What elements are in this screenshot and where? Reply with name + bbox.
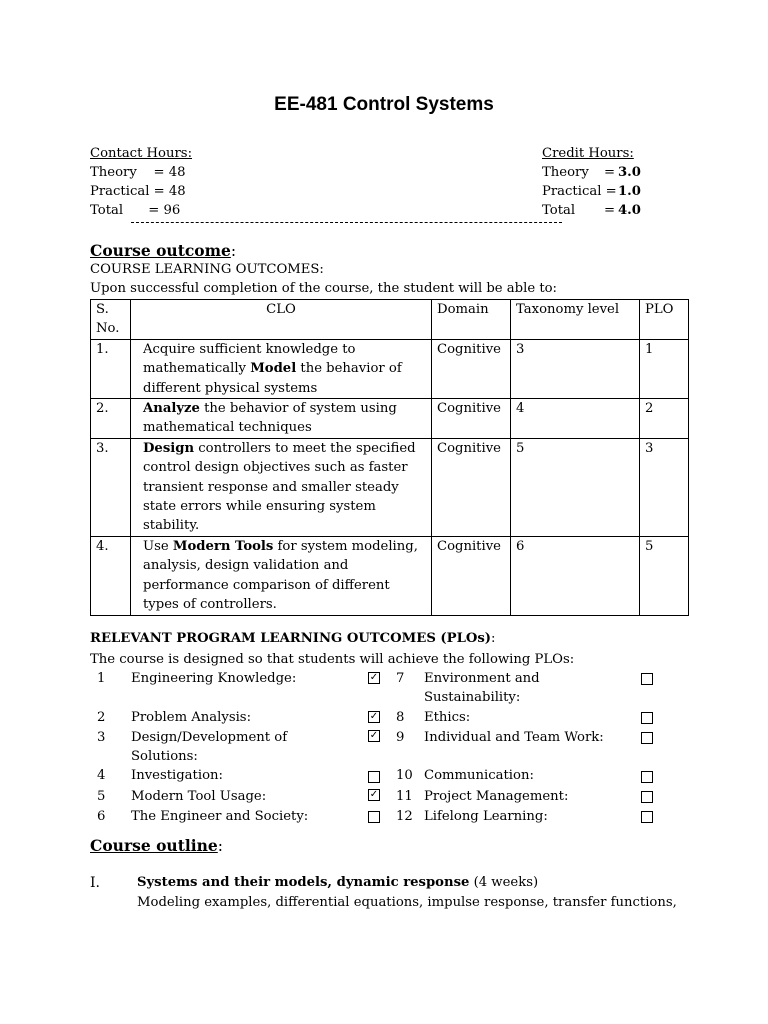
header-plo: PLO bbox=[640, 300, 689, 340]
plo-number: 7 bbox=[396, 671, 405, 686]
plo-number: 10 bbox=[396, 768, 413, 783]
course-outline-heading: Course outline: bbox=[90, 836, 224, 855]
row-plo: 3 bbox=[640, 438, 689, 536]
plo-number: 9 bbox=[396, 730, 405, 745]
credit-total-eq: = bbox=[604, 203, 616, 218]
plo-label: Individual and Team Work: bbox=[424, 730, 604, 745]
clo-table bbox=[90, 299, 689, 616]
checkbox-plo-8[interactable] bbox=[641, 712, 653, 724]
plo-heading: RELEVANT PROGRAM LEARNING OUTCOMES (PLOs): bbox=[90, 631, 496, 646]
plo-number: 4 bbox=[97, 768, 106, 783]
row-taxonomy: 6 bbox=[511, 536, 640, 615]
table-row bbox=[91, 339, 689, 398]
plo-label: Communication: bbox=[424, 768, 534, 783]
checkbox-plo-9[interactable] bbox=[641, 732, 653, 744]
checkbox-plo-3[interactable]: ✓ bbox=[369, 730, 379, 741]
row-domain: Cognitive bbox=[432, 438, 511, 536]
row-sno: 4. bbox=[91, 536, 131, 615]
plo-number: 8 bbox=[396, 710, 405, 725]
clo-subheading: COURSE LEARNING OUTCOMES: bbox=[90, 262, 324, 277]
row-plo: 5 bbox=[640, 536, 689, 615]
credit-practical-label: Practical = bbox=[542, 184, 617, 199]
credit-total-value: 4.0 bbox=[618, 203, 641, 218]
checkbox-plo-10[interactable] bbox=[641, 771, 653, 783]
plo-number: 2 bbox=[97, 710, 106, 725]
row-clo: Analyze the behavior of system using mathematical techniques bbox=[131, 399, 432, 439]
plo-number: 5 bbox=[97, 789, 106, 804]
course-outcome-heading: Course outcome: bbox=[90, 241, 237, 260]
row-domain: Cognitive bbox=[432, 399, 511, 439]
checkbox-plo-4[interactable] bbox=[368, 771, 380, 783]
checkbox-plo-6[interactable] bbox=[368, 811, 380, 823]
row-plo: 1 bbox=[640, 339, 689, 398]
header-taxonomy: Taxonomy level bbox=[511, 300, 640, 340]
row-taxonomy: 5 bbox=[511, 438, 640, 536]
plo-label: Engineering Knowledge: bbox=[131, 671, 297, 686]
table-row bbox=[91, 536, 689, 615]
plo-label: Design/Development of bbox=[131, 730, 288, 745]
plo-label-cont: Solutions: bbox=[131, 749, 198, 764]
row-taxonomy: 3 bbox=[511, 339, 640, 398]
plo-label: Investigation: bbox=[131, 768, 223, 783]
table-row bbox=[91, 438, 689, 536]
outline-detail: Modeling examples, differential equations, impulse response, transfer functions, bbox=[137, 895, 677, 910]
contact-theory: Theory = 48 bbox=[90, 165, 186, 180]
plo-intro: The course is designed so that students will achieve the following PLOs: bbox=[90, 652, 575, 667]
row-clo: Acquire sufficient knowledge to mathematically Model the behavior of different physical systems bbox=[131, 339, 432, 398]
checkbox-plo-5[interactable]: ✓ bbox=[369, 789, 379, 800]
header-domain: Domain bbox=[432, 300, 511, 340]
row-plo: 2 bbox=[640, 399, 689, 439]
row-sno: 3. bbox=[91, 438, 131, 536]
checkbox-plo-1[interactable]: ✓ bbox=[369, 672, 379, 683]
contact-practical: Practical = 48 bbox=[90, 184, 186, 199]
plo-number: 1 bbox=[97, 671, 106, 686]
plo-number: 11 bbox=[396, 789, 413, 804]
document-title: EE-481 Control Systems bbox=[274, 94, 494, 115]
credit-theory-label: Theory bbox=[542, 165, 589, 180]
row-domain: Cognitive bbox=[432, 339, 511, 398]
plo-number: 6 bbox=[97, 809, 106, 824]
table-header-row bbox=[91, 300, 689, 340]
credit-practical-value: 1.0 bbox=[618, 184, 641, 199]
clo-intro: Upon successful completion of the course, the student will be able to: bbox=[90, 281, 558, 296]
contact-hours-heading: Contact Hours: bbox=[90, 146, 193, 161]
checkbox-plo-11[interactable] bbox=[641, 791, 653, 803]
plo-label: Ethics: bbox=[424, 710, 471, 725]
plo-label: Modern Tool Usage: bbox=[131, 789, 267, 804]
header-clo: CLO bbox=[131, 300, 432, 340]
checkbox-plo-7[interactable] bbox=[641, 673, 653, 685]
header-sno: S. No. bbox=[91, 300, 131, 340]
checkbox-plo-2[interactable]: ✓ bbox=[369, 711, 379, 722]
contact-total: Total = 96 bbox=[90, 203, 181, 218]
credit-total-label: Total bbox=[542, 203, 576, 218]
row-sno: 1. bbox=[91, 339, 131, 398]
table-row bbox=[91, 399, 689, 439]
plo-label: Project Management: bbox=[424, 789, 569, 804]
plo-label: Lifelong Learning: bbox=[424, 809, 548, 824]
row-sno: 2. bbox=[91, 399, 131, 439]
credit-hours-heading: Credit Hours: bbox=[542, 146, 634, 161]
checkbox-plo-12[interactable] bbox=[641, 811, 653, 823]
divider bbox=[131, 222, 562, 223]
plo-label: Problem Analysis: bbox=[131, 710, 252, 725]
row-clo: Use Modern Tools for system modeling, analysis, design validation and performance comparison of different types of controllers. bbox=[131, 536, 432, 615]
plo-number: 12 bbox=[396, 809, 413, 824]
row-clo: Design controllers to meet the specified control design objectives such as faster transient response and smaller steady state errors while ensuring system stability. bbox=[131, 438, 432, 536]
outline-topic: Systems and their models, dynamic response (4 weeks) bbox=[137, 875, 539, 890]
credit-theory-value: 3.0 bbox=[618, 165, 641, 180]
plo-label: The Engineer and Society: bbox=[131, 809, 309, 824]
row-taxonomy: 4 bbox=[511, 399, 640, 439]
plo-label: Environment and bbox=[424, 671, 540, 686]
credit-theory-eq: = bbox=[604, 165, 616, 180]
plo-label-cont: Sustainability: bbox=[424, 690, 521, 705]
course-outcome-title: Course outcome bbox=[90, 241, 231, 260]
outline-numeral: I. bbox=[90, 875, 100, 891]
plo-number: 3 bbox=[97, 730, 106, 745]
row-domain: Cognitive bbox=[432, 536, 511, 615]
